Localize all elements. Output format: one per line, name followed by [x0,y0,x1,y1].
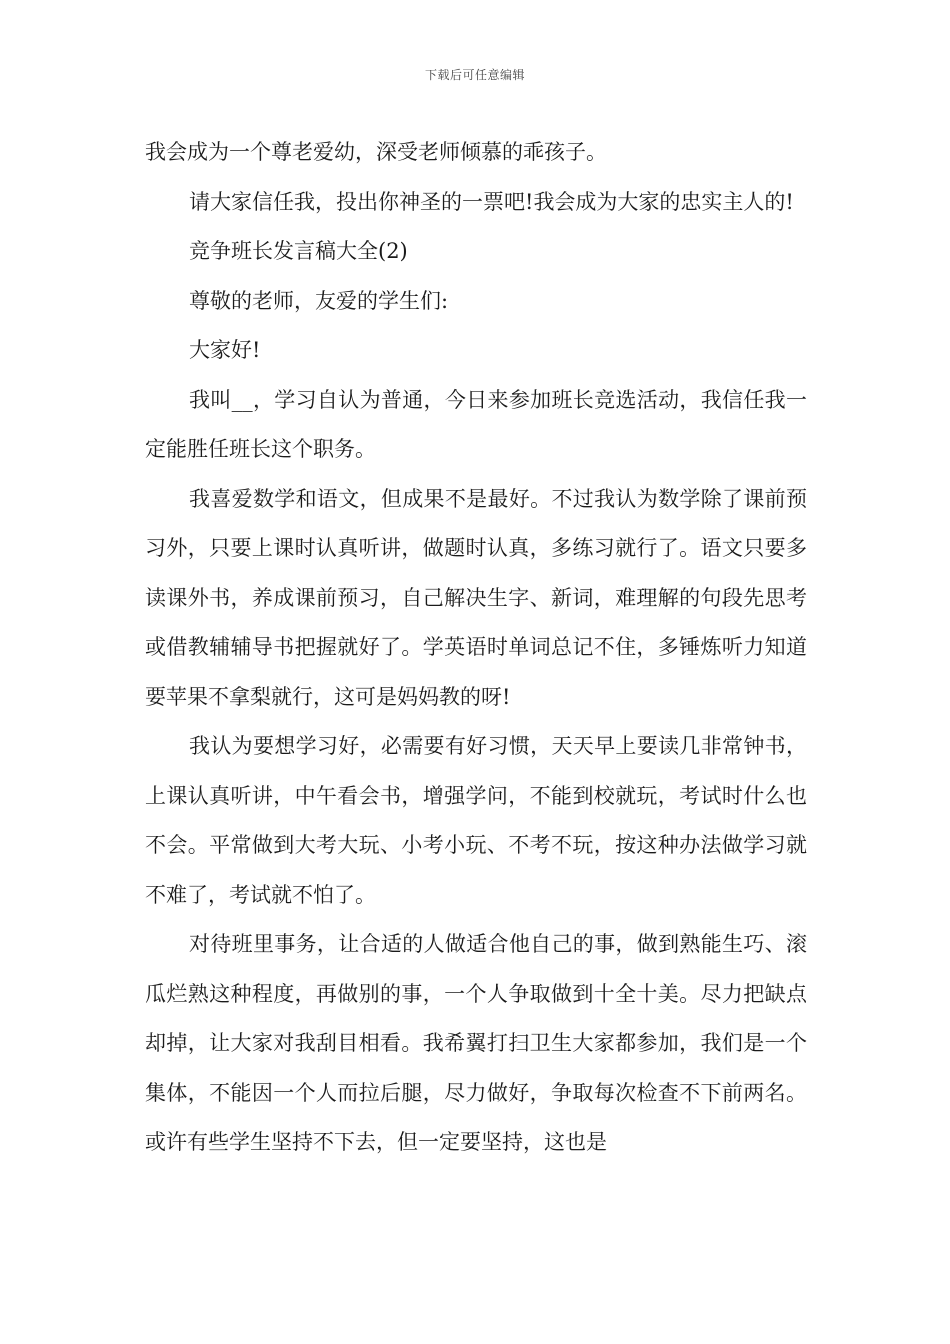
salutation: 尊敬的老师，友爱的学生们: [189,288,449,313]
section-title: 竞争班长发言稿大全(2) [189,239,408,263]
paragraph-class-affairs: 对待班里事务，让合适的人做适合他自己的事，做到熟能生巧、滚瓜烂熟这种程度，再做别的事，一个人争取做到十全十美。尽力把缺点却掉，让大家对我刮目相看。我希翼打扫卫生大家都参加，我们是一个集体，不能因一个人而拉后腿，尽力做好，争取每次检查不下前两名。或许有些学生坚持不下去，但一定要坚持，这也是 [145,932,807,1154]
paragraph-2: 请大家信任我，投出你神圣的一票吧!我会成为大家的忠实主人的! [189,189,794,214]
paragraph-study-subjects: 我喜爱数学和语文，但成果不是最好。不过我认为数学除了课前预习外，只要上课时认真听讲，做题时认真，多练习就行了。语文只要多读课外书，养成课前预习，自己解决生字、新词，难理解的句段先思考或借教辅辅导书把握就好了。学英语时单词总记不住，多锤炼听力知道要苹果不拿梨就行，这可是妈妈教的呀! [145,486,807,709]
paragraph-intro: 我叫__，学习自认为普通，今日来参加班长竞选活动，我信任我一定能胜任班长这个职务。 [145,387,807,461]
paragraph-study-habits: 我认为要想学习好，必需要有好习惯，天天早上要读几非常钟书，上课认真听讲，中午看会书，增强学问，不能到校就玩，考试时什么也不会。平常做到大考大玩、小考小玩、不考不玩，按这种办法做学习就不难了，考试就不怕了。 [145,734,807,907]
paragraph-1: 我会成为一个尊老爱幼，深受老师倾慕的乖孩子。 [145,140,607,164]
page-header: 下载后可任意编辑 [424,68,525,82]
document-body [145,128,807,1168]
greeting: 大家好! [189,338,261,362]
